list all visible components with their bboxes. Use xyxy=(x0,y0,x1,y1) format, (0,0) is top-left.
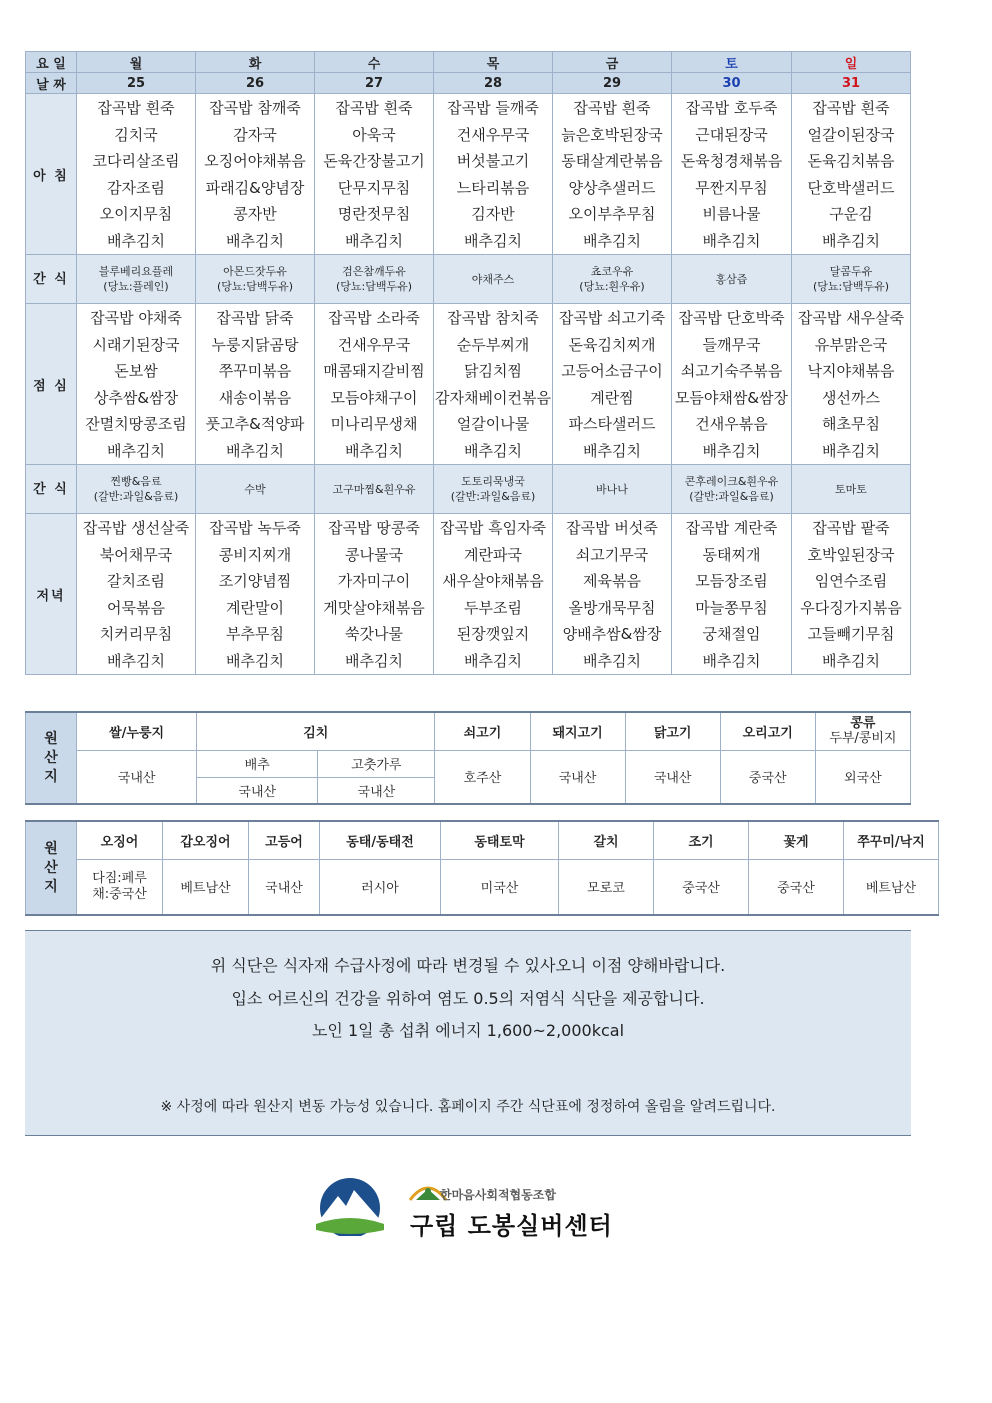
menu-item: 김치국 xyxy=(114,125,158,144)
snack2-sat xyxy=(672,465,792,514)
lunch-fri xyxy=(553,304,672,465)
snack1-sat xyxy=(672,255,792,304)
menu-item: 잡곡밥 녹두죽 xyxy=(209,519,301,537)
menu-item: 배추김치 xyxy=(226,231,284,250)
breakfast-thu xyxy=(434,94,553,255)
lunch-sat xyxy=(672,304,792,465)
snack-text: 고구마찜&흰우유 xyxy=(332,482,416,496)
fish-value-row xyxy=(26,859,939,915)
menu-item: 잡곡밥 흰죽 xyxy=(812,99,890,117)
menu-item: 배추김치 xyxy=(226,651,284,670)
menu-item: 누룽지닭곰탕 xyxy=(211,335,299,354)
breakfast-wed xyxy=(315,94,434,255)
menu-item: 닭김치찜 xyxy=(464,362,522,380)
menu-item: 동태찌개 xyxy=(702,545,761,564)
snack2-row xyxy=(26,465,911,514)
rice-head: 쌀/누룽지 xyxy=(77,712,197,750)
squid-origin xyxy=(77,859,163,915)
fish-origin: 베트남산 xyxy=(844,859,939,915)
menu-item: 감자국 xyxy=(233,125,277,144)
menu-item: 구운김 xyxy=(829,205,873,223)
menu-item: 잡곡밥 야채죽 xyxy=(90,309,182,327)
day-wed: 수 xyxy=(315,52,434,73)
snack-text: (갈반:과일&음료) xyxy=(689,490,774,503)
snack1-label: 간 식 xyxy=(26,255,77,304)
breakfast-sat xyxy=(672,94,792,255)
menu-item: 배추김치 xyxy=(702,231,761,250)
menu-item: 콩자반 xyxy=(233,205,277,223)
menu-item: 근대된장국 xyxy=(695,125,768,144)
origin-label xyxy=(26,712,77,804)
lunch-row xyxy=(26,304,911,465)
menu-item: 잡곡밥 흰죽 xyxy=(335,99,413,117)
fish-head: 꽃게 xyxy=(749,821,844,859)
menu-item: 돈보쌈 xyxy=(114,362,158,380)
menu-item: 가자미구이 xyxy=(337,572,411,590)
menu-item: 미나리무생채 xyxy=(330,415,418,433)
pork-head: 돼지고기 xyxy=(530,712,625,750)
chicken-origin: 국내산 xyxy=(625,750,720,804)
menu-item: 호박잎된장국 xyxy=(807,545,895,564)
menu-item: 게맛살야채볶음 xyxy=(323,598,425,617)
snack-text: 바나나 xyxy=(596,482,628,496)
snack-text: 수박 xyxy=(244,482,266,496)
menu-item: 콩비지찌개 xyxy=(218,545,292,564)
origin-table-fish xyxy=(25,820,939,916)
menu-item: 갈치조림 xyxy=(107,572,165,590)
notice-line-2: 입소 어르신의 건강을 위하여 염도 0.5의 저염식 식단을 제공합니다. xyxy=(231,989,705,1008)
menu-item: 새우살야채볶음 xyxy=(442,572,544,590)
menu-item: 시래기된장국 xyxy=(92,335,180,354)
menu-item: 배추김치 xyxy=(583,651,641,670)
menu-item: 궁채절임 xyxy=(702,625,761,643)
menu-item: 쇠고기무국 xyxy=(575,545,649,564)
menu-item: 파스타샐러드 xyxy=(568,415,656,433)
breakfast-sun xyxy=(792,94,911,255)
day-thu: 목 xyxy=(434,52,553,73)
bean-head-line2: 두부/콩비지 xyxy=(829,731,897,747)
snack1-sun xyxy=(792,255,911,304)
dinner-mon xyxy=(77,514,196,675)
snack-text: (갈반:과일&음료) xyxy=(93,490,179,503)
menu-item: 순두부찌개 xyxy=(456,335,530,354)
snack-text: 도토리묵냉국 xyxy=(461,475,525,488)
menu-item: 잔멸치땅콩조림 xyxy=(85,415,187,433)
menu-item: 배추김치 xyxy=(345,651,403,670)
date-sat: 30 xyxy=(672,73,792,94)
bean-origin: 외국산 xyxy=(815,750,910,804)
snack2-label: 간 식 xyxy=(26,465,77,514)
cabbage-head: 배추 xyxy=(197,750,318,777)
menu-item: 잡곡밥 쇠고기죽 xyxy=(558,309,666,327)
menu-item: 잡곡밥 단호박죽 xyxy=(678,309,785,327)
origin-label-2: 산 xyxy=(44,749,58,766)
menu-item: 배추김치 xyxy=(583,441,641,460)
menu-item: 배추김치 xyxy=(464,441,522,460)
lunch-mon xyxy=(77,304,196,465)
fish-origin: 러시아 xyxy=(320,859,441,915)
fish-head: 갈치 xyxy=(559,821,654,859)
menu-item: 배추김치 xyxy=(822,231,880,250)
menu-item: 해초무침 xyxy=(822,415,880,433)
menu-item: 잡곡밥 땅콩죽 xyxy=(328,519,420,537)
menu-item: 김자반 xyxy=(471,205,515,223)
menu-item: 오이지무침 xyxy=(99,205,173,223)
day-tue: 화 xyxy=(196,52,315,73)
menu-item: 배추김치 xyxy=(822,651,880,670)
menu-item: 얼갈이된장국 xyxy=(807,125,895,144)
menu-item: 건새우무국 xyxy=(456,125,530,144)
menu-item: 돈육김치볶음 xyxy=(807,152,895,170)
fish-head-row xyxy=(26,821,939,859)
origin2-label-1: 원 xyxy=(44,840,58,857)
fish-origin: 모로코 xyxy=(559,859,654,915)
menu-item: 잡곡밥 흰죽 xyxy=(573,99,651,117)
menu-item: 배추김치 xyxy=(345,441,403,460)
menu-item: 조기양념찜 xyxy=(218,572,292,590)
mountain-logo-icon xyxy=(312,1176,388,1236)
menu-item: 들깨무국 xyxy=(702,335,761,354)
menu-item: 부추무침 xyxy=(226,625,284,643)
snack-text: 쵸코우유 xyxy=(590,265,634,278)
menu-item: 잡곡밥 계란죽 xyxy=(685,519,778,537)
menu-item: 양배추쌈&쌈장 xyxy=(562,625,662,643)
breakfast-label: 아 침 xyxy=(26,94,77,255)
menu-item: 돈육청경채볶음 xyxy=(680,152,783,170)
menu-item: 유부맑은국 xyxy=(814,335,888,354)
date-thu: 28 xyxy=(434,73,553,94)
menu-item: 잡곡밥 버섯죽 xyxy=(566,519,658,537)
menu-item: 고등어소금구이 xyxy=(561,362,663,380)
menu-item: 무짠지무침 xyxy=(695,178,768,197)
snack1-mon xyxy=(77,255,196,304)
coop-name: 한마음사회적협동조합 xyxy=(440,1188,556,1202)
menu-item: 잡곡밥 들깨죽 xyxy=(447,99,539,117)
fish-origin: 국내산 xyxy=(249,859,320,915)
snack-text: (당뇨:담백두유) xyxy=(812,280,890,293)
menu-item: 건새우무국 xyxy=(337,335,411,354)
menu-item: 매콤돼지갈비찜 xyxy=(323,362,425,380)
menu-item: 콩나물국 xyxy=(345,545,403,564)
squid-origin-line2: 채:중국산 xyxy=(92,886,147,902)
breakfast-tue xyxy=(196,94,315,255)
date-fri: 29 xyxy=(553,73,672,94)
menu-item: 풋고추&적양파 xyxy=(205,415,305,433)
lunch-label: 점 심 xyxy=(26,304,77,465)
menu-item: 버섯불고기 xyxy=(456,152,530,170)
date-sun: 31 xyxy=(792,73,911,94)
snack-text: 야채주스 xyxy=(471,272,515,286)
menu-item: 치커리무침 xyxy=(99,625,173,643)
menu-item: 잡곡밥 팥죽 xyxy=(812,519,890,537)
chicken-head: 닭고기 xyxy=(625,712,720,750)
notice-line-3: 노인 1일 총 섭취 에너지 1,600~2,000kcal xyxy=(311,1021,625,1040)
day-mon: 월 xyxy=(77,52,196,73)
duck-head: 오리고기 xyxy=(720,712,815,750)
menu-item: 아욱국 xyxy=(352,125,396,144)
fish-head: 동태/동태전 xyxy=(320,821,441,859)
chili-head: 고춧가루 xyxy=(318,750,435,777)
breakfast-mon xyxy=(77,94,196,255)
menu-item: 잡곡밥 생선살죽 xyxy=(82,519,190,537)
menu-item: 잡곡밥 참치죽 xyxy=(447,309,539,327)
snack2-sun xyxy=(792,465,911,514)
notice-line-1: 위 식단은 식자재 수급사정에 따라 변경될 수 있사오니 이점 양해바랍니다. xyxy=(210,956,726,975)
menu-item: 배추김치 xyxy=(822,441,880,460)
menu-item: 생선까스 xyxy=(822,388,880,407)
fish-origin: 베트남산 xyxy=(163,859,249,915)
menu-item: 감자채베이컨볶음 xyxy=(435,388,551,407)
weekly-menu-table xyxy=(25,51,911,675)
date-wed: 27 xyxy=(315,73,434,94)
notice-box xyxy=(25,930,911,1136)
origin2-label-2: 산 xyxy=(44,859,58,876)
fish-head: 고등어 xyxy=(249,821,320,859)
menu-item: 양상추샐러드 xyxy=(568,178,656,197)
beef-origin: 호주산 xyxy=(435,750,530,804)
date-tue: 26 xyxy=(196,73,315,94)
menu-item: 코다리살조림 xyxy=(92,152,180,170)
dinner-fri xyxy=(553,514,672,675)
menu-item: 동태살계란볶음 xyxy=(561,152,663,170)
menu-item: 쑥갓나물 xyxy=(345,625,403,643)
snack-text: (당뇨:흰우유) xyxy=(579,280,645,293)
menu-item: 잡곡밥 새우살죽 xyxy=(797,309,905,327)
menu-item: 배추김치 xyxy=(464,651,522,670)
menu-item: 우다징가지볶음 xyxy=(800,598,902,617)
snack2-wed xyxy=(315,465,434,514)
menu-item: 배추김치 xyxy=(583,231,641,250)
menu-item: 배추김치 xyxy=(464,231,522,250)
snack-text: (당뇨:담백두유) xyxy=(335,280,413,293)
dinner-tue xyxy=(196,514,315,675)
fish-head: 쭈꾸미/낙지 xyxy=(844,821,939,859)
dinner-sat xyxy=(672,514,792,675)
lunch-thu xyxy=(434,304,553,465)
snack-text: (당뇨:플레인) xyxy=(103,280,169,293)
snack-text: 블루베리요플레 xyxy=(98,265,174,278)
breakfast-row xyxy=(26,94,911,255)
origin2-label xyxy=(26,821,77,915)
menu-item: 잡곡밥 흑임자죽 xyxy=(439,519,547,537)
snack-text: 검은참깨두유 xyxy=(342,265,406,278)
menu-item: 명란젓무침 xyxy=(337,205,411,223)
snack-text: 콘후레이크&흰우유 xyxy=(684,475,779,488)
fish-origin: 중국산 xyxy=(654,859,749,915)
dinner-row xyxy=(26,514,911,675)
menu-item: 계란말이 xyxy=(226,598,284,617)
menu-item: 잡곡밥 참깨죽 xyxy=(209,99,301,117)
pork-origin: 국내산 xyxy=(530,750,625,804)
lunch-wed xyxy=(315,304,434,465)
beef-head: 쇠고기 xyxy=(435,712,530,750)
snack1-row xyxy=(26,255,911,304)
snack1-thu xyxy=(434,255,553,304)
snack-text: 홍삼즙 xyxy=(715,272,748,286)
snack-text: 토마토 xyxy=(835,482,867,496)
fish-head: 갑오징어 xyxy=(163,821,249,859)
snack-text: 달콤두유 xyxy=(829,265,873,278)
day-fri: 금 xyxy=(553,52,672,73)
menu-item: 잡곡밥 소라죽 xyxy=(328,309,420,327)
bean-head-line1: 콩류 xyxy=(850,716,876,732)
origin-table-meat xyxy=(25,711,911,805)
menu-item: 파래김&양념장 xyxy=(205,178,305,197)
menu-item: 얼갈이나물 xyxy=(456,415,530,433)
duck-origin: 중국산 xyxy=(720,750,815,804)
menu-item: 제육볶음 xyxy=(583,572,641,590)
menu-item: 배추김치 xyxy=(107,231,165,250)
menu-item: 잡곡밥 호두죽 xyxy=(685,99,778,117)
menu-item: 느타리볶음 xyxy=(456,178,530,197)
menu-item: 배추김치 xyxy=(702,651,761,670)
menu-item: 잡곡밥 닭죽 xyxy=(216,309,294,327)
menu-item: 돈육김치찌개 xyxy=(568,335,656,354)
snack1-fri xyxy=(553,255,672,304)
origin2-label-3: 지 xyxy=(44,878,58,895)
snack-text: (당뇨:담백두유) xyxy=(216,280,294,293)
menu-item: 감자조림 xyxy=(107,178,165,197)
day-sat: 토 xyxy=(672,52,792,73)
squid-origin-line1: 다짐:페루 xyxy=(92,870,147,886)
bean-head xyxy=(815,712,910,750)
menu-item: 모듬장조림 xyxy=(695,572,768,590)
menu-item: 배추김치 xyxy=(107,651,165,670)
dinner-thu xyxy=(434,514,553,675)
day-row xyxy=(26,52,911,73)
menu-item: 낙지야채볶음 xyxy=(807,362,895,380)
menu-item: 배추김치 xyxy=(226,441,284,460)
fish-head: 동태토막 xyxy=(441,821,559,859)
menu-item: 된장깻잎지 xyxy=(456,625,530,643)
menu-item: 두부조림 xyxy=(464,598,522,617)
fish-origin: 중국산 xyxy=(749,859,844,915)
kimchi-head: 김치 xyxy=(197,712,435,750)
snack-text: 아몬드잣두유 xyxy=(223,265,287,278)
menu-item: 배추김치 xyxy=(702,441,761,460)
fish-head: 오징어 xyxy=(77,821,163,859)
menu-item: 잡곡밥 흰죽 xyxy=(97,99,175,117)
date-header-label: 날 짜 xyxy=(26,73,77,94)
snack1-tue xyxy=(196,255,315,304)
breakfast-fri xyxy=(553,94,672,255)
menu-item: 고들빼기무침 xyxy=(807,625,895,643)
date-row xyxy=(26,73,911,94)
menu-item: 계란찜 xyxy=(590,388,634,407)
origin-label-1: 원 xyxy=(44,730,58,747)
date-mon: 25 xyxy=(77,73,196,94)
chili-origin: 국내산 xyxy=(318,777,435,804)
notice-footnote: ※ 사정에 따라 원산지 변동 가능성 있습니다. 홈페이지 주간 식단표에 정정하여 올림을 알려드립니다. xyxy=(160,1099,776,1115)
menu-item: 배추김치 xyxy=(107,441,165,460)
dinner-sun xyxy=(792,514,911,675)
menu-item: 단무지무침 xyxy=(337,178,411,197)
menu-item: 올방개묵무침 xyxy=(568,598,656,617)
menu-item: 계란파국 xyxy=(464,545,522,564)
menu-item: 임연수조림 xyxy=(814,572,888,590)
menu-item: 어묵볶음 xyxy=(107,598,165,617)
center-name: 구립 도봉실버센터 xyxy=(410,1212,613,1240)
menu-item: 북어채무국 xyxy=(99,545,173,564)
menu-item: 마늘쫑무침 xyxy=(695,598,768,617)
menu-item: 오이부추무침 xyxy=(568,205,656,223)
snack2-thu xyxy=(434,465,553,514)
menu-item: 오징어야채볶음 xyxy=(204,152,306,170)
snack2-fri xyxy=(553,465,672,514)
menu-item: 건새우볶음 xyxy=(695,415,768,433)
lunch-tue xyxy=(196,304,315,465)
center-logo xyxy=(312,1176,622,1240)
menu-item: 모듬야채구이 xyxy=(330,388,418,407)
menu-item: 비름나물 xyxy=(702,205,761,223)
snack2-tue xyxy=(196,465,315,514)
dinner-label: 저녁 xyxy=(26,514,77,675)
menu-item: 돈육간장불고기 xyxy=(323,152,425,170)
menu-item: 단호박샐러드 xyxy=(807,178,895,197)
menu-item: 늙은호박된장국 xyxy=(561,125,663,144)
snack-text: (갈반:과일&음료) xyxy=(450,490,536,503)
menu-item: 상추쌈&쌈장 xyxy=(93,388,179,407)
cabbage-origin: 국내산 xyxy=(197,777,318,804)
rice-origin: 국내산 xyxy=(77,750,197,804)
origin-label-3: 지 xyxy=(44,768,58,785)
fish-head: 조기 xyxy=(654,821,749,859)
snack-text: 찐빵&음료 xyxy=(110,475,162,488)
fish-origin: 미국산 xyxy=(441,859,559,915)
menu-item: 쭈꾸미볶음 xyxy=(218,362,292,380)
day-sun: 일 xyxy=(792,52,911,73)
day-header-label: 요 일 xyxy=(26,52,77,73)
menu-item: 새송이볶음 xyxy=(218,388,292,407)
lunch-sun xyxy=(792,304,911,465)
snack2-mon xyxy=(77,465,196,514)
menu-item: 배추김치 xyxy=(345,231,403,250)
menu-item: 모듬야채쌈&쌈장 xyxy=(674,388,789,407)
menu-item: 쇠고기숙주볶음 xyxy=(680,362,783,380)
snack1-wed xyxy=(315,255,434,304)
dinner-wed xyxy=(315,514,434,675)
